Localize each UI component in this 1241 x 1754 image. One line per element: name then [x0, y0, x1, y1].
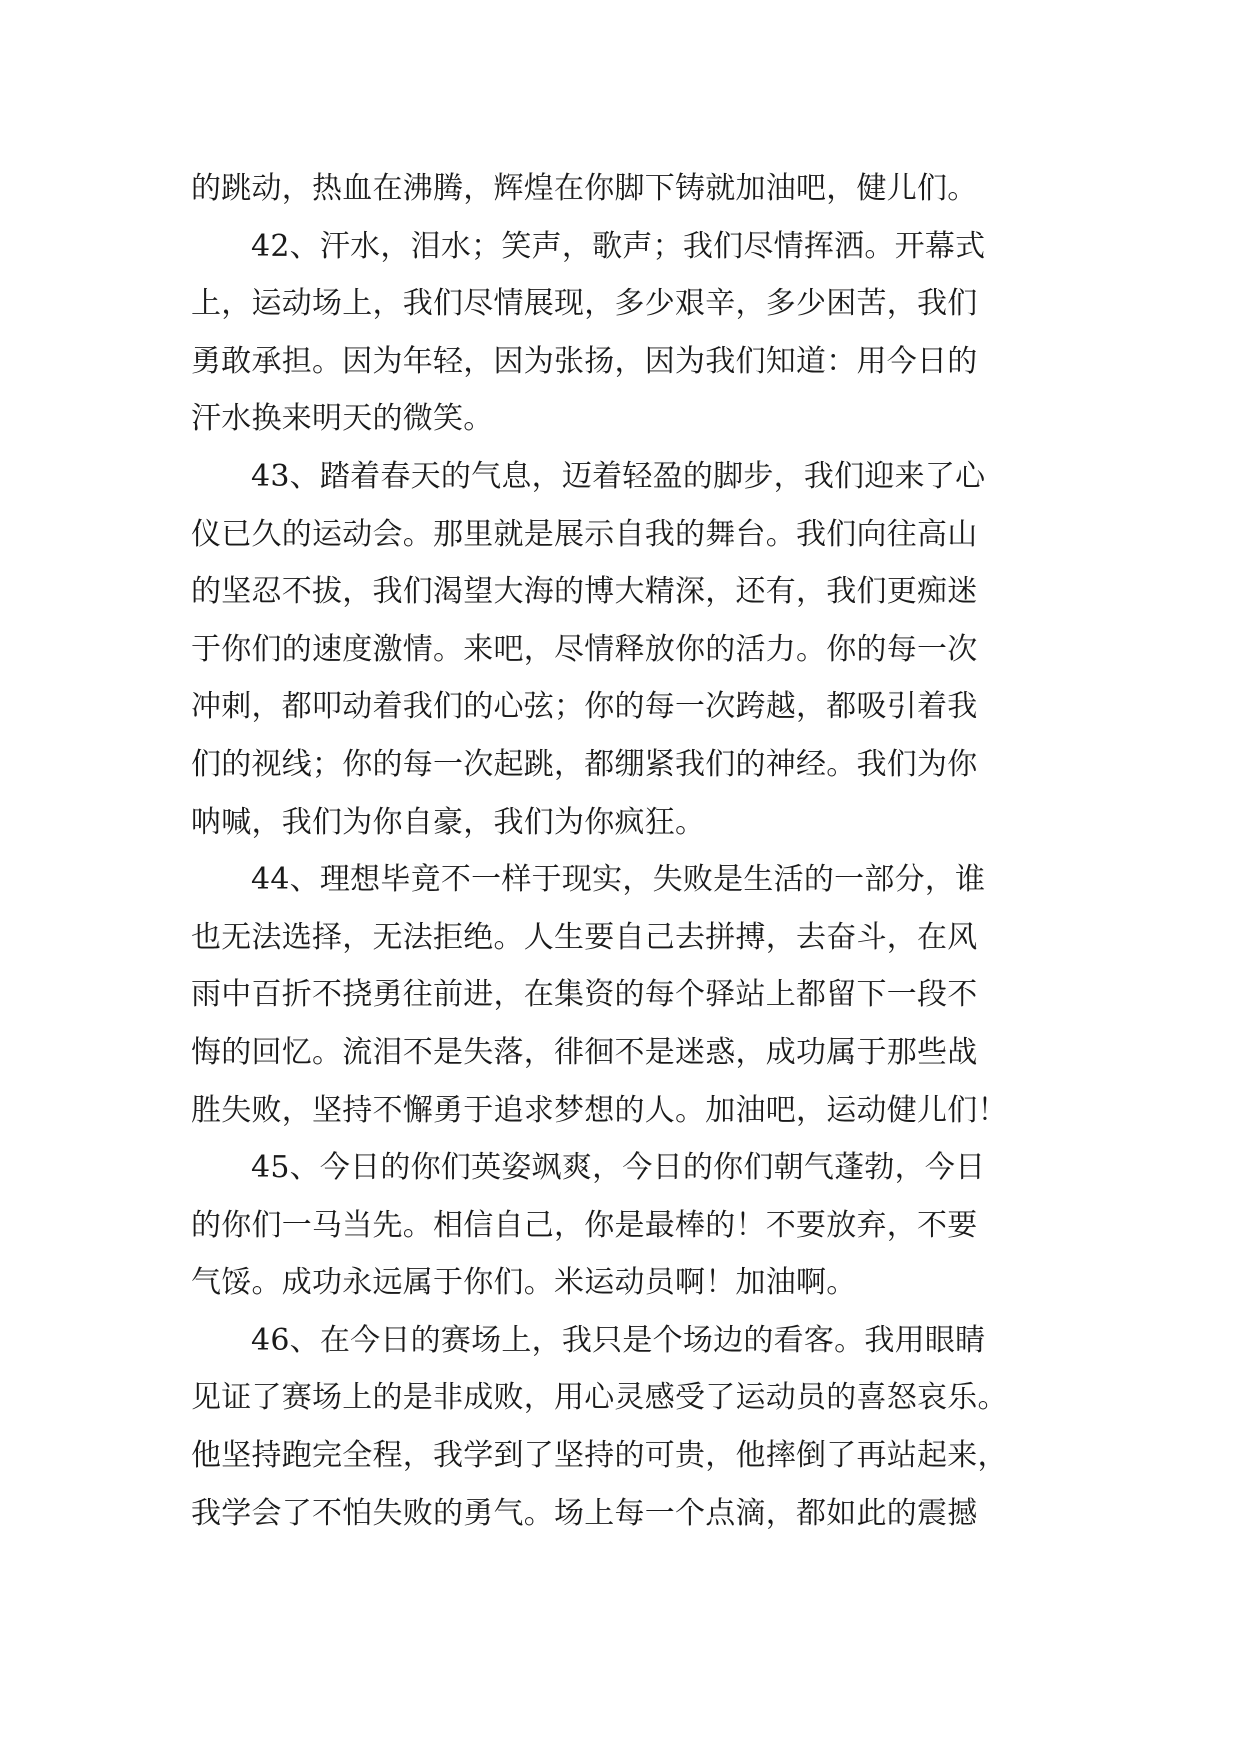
- text-line: 仪已久的运动会。那里就是展示自我的舞台。我们向往高山: [191, 516, 978, 552]
- text-line-paragraph-start: 42、汗水，泪水；笑声，歌声；我们尽情挥洒。开幕式: [251, 228, 986, 264]
- text-line-paragraph-start: 46、在今日的赛场上，我只是个场边的看客。我用眼睛: [251, 1322, 986, 1358]
- text-line: 的跳动，热血在沸腾，辉煌在你脚下铸就加油吧，健儿们。: [191, 171, 978, 206]
- text-line: 也无法选择，无法拒绝。人生要自己去拼搏，去奋斗，在风: [191, 919, 978, 955]
- text-line: 于你们的速度激情。来吧，尽情释放你的活力。你的每一次: [191, 631, 978, 667]
- text-line: 呐喊，我们为你自豪，我们为你疯狂。: [191, 804, 706, 840]
- text-line-paragraph-start: 44、理想毕竟不一样于现实，失败是生活的一部分，谁: [251, 862, 986, 898]
- text-line: 的坚忍不拔，我们渴望大海的博大精深，还有，我们更痴迷: [191, 574, 978, 610]
- text-line: 我学会了不怕失败的勇气。场上每一个点滴，都如此的震撼: [191, 1495, 978, 1531]
- text-line: 冲刺，都叩动着我们的心弦；你的每一次跨越，都吸引着我: [191, 689, 978, 725]
- document-body: [191, 160, 1051, 1542]
- text-line: 气馁。成功永远属于你们。米运动员啊！加油啊。: [191, 1265, 857, 1301]
- text-line: 勇敢承担。因为年轻，因为张扬，因为我们知道：用今日的: [191, 343, 978, 379]
- text-line: 汗水换来明天的微笑。: [191, 401, 494, 437]
- text-line: 他坚持跑完全程，我学到了坚持的可贵，他摔倒了再站起来，: [191, 1438, 1008, 1474]
- text-line-paragraph-start: 45、今日的你们英姿飒爽，今日的你们朝气蓬勃，今日: [251, 1150, 986, 1186]
- text-line: 雨中百折不挠勇往前进，在集资的每个驿站上都留下一段不: [191, 977, 978, 1013]
- text-line: 上，运动场上，我们尽情展现，多少艰辛，多少困苦，我们: [191, 286, 978, 322]
- text-line: 的你们一马当先。相信自己，你是最棒的！不要放弃，不要: [191, 1207, 978, 1243]
- text-line-paragraph-start: 43、踏着春天的气息，迈着轻盈的脚步，我们迎来了心: [251, 458, 986, 494]
- text-line: 见证了赛场上的是非成败，用心灵感受了运动员的喜怒哀乐。: [191, 1380, 1008, 1416]
- text-line: 们的视线；你的每一次起跳，都绷紧我们的神经。我们为你: [191, 746, 978, 782]
- text-line: 悔的回忆。流泪不是失落，徘徊不是迷惑，成功属于那些战: [191, 1034, 978, 1070]
- text-line: 胜失败，坚持不懈勇于追求梦想的人。加油吧，运动健儿们！: [191, 1092, 1008, 1128]
